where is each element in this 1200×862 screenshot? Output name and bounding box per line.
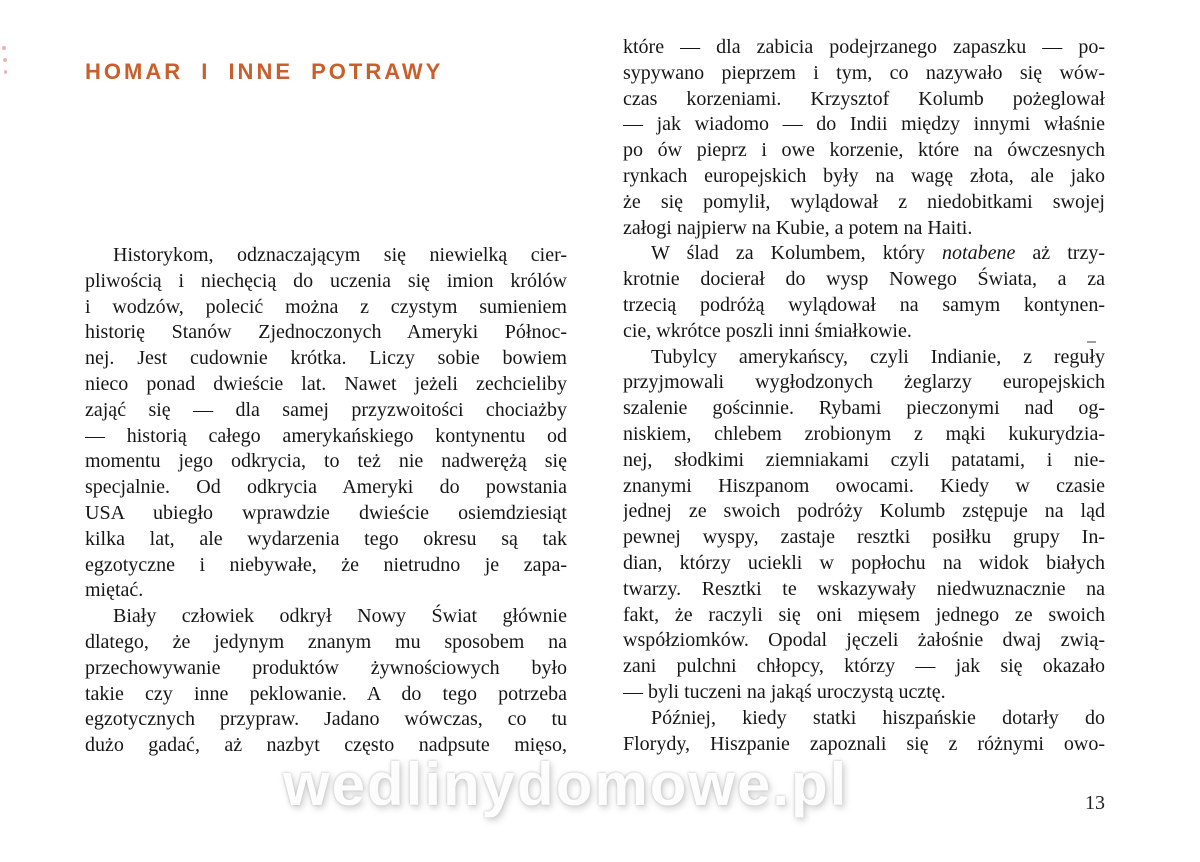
text-line: W ślad za Kolumbem, który notabene aż trzy-: [651, 242, 1105, 265]
scan-artifact-dot: [4, 70, 7, 74]
text-line: po ów pieprz i owe korzenie, które na ówczesnych: [623, 139, 1105, 162]
text-line: nieco ponad dwieście lat. Nawet jeżeli zechcieliby: [85, 372, 567, 395]
text-line: Tubylcy amerykańscy, czyli Indianie, z reguły: [651, 345, 1105, 368]
text-line: egzotycznych przypraw. Jadano wówczas, co tu: [85, 708, 567, 731]
text-line: twarzy. Resztki te wskazywały niedwuznacznie na: [623, 577, 1105, 600]
text-line: znanymi Hiszpanom owocami. Kiedy w czasie: [623, 474, 1105, 497]
text-column-left: [85, 243, 567, 759]
text-line: pewnej wyspy, zastaje resztki posiłku grupy In-: [623, 526, 1105, 549]
text-line: przechowywanie produktów żywnościowych było: [85, 656, 567, 679]
text-line: pliwością i niechęcią do uczenia się imion królów: [85, 269, 567, 292]
scan-artifact-dot: [3, 58, 7, 62]
text-line: Florydy, Hiszpanie zapoznali się z różnymi owo-: [623, 732, 1105, 755]
text-line: szalenie gościnnie. Rybami pieczonymi nad og-: [623, 397, 1105, 420]
scan-artifact-dot: [2, 46, 6, 50]
text-line: takie czy inne peklowanie. A do tego potrzeba: [85, 682, 567, 705]
text-line: że się pomylił, wylądował z niedobitkami swojej: [623, 190, 1105, 213]
text-line: przyjmowali wygłodzonych żeglarzy europejskich: [623, 371, 1105, 394]
text-line: rynkach europejskich były na wagę złota, ale jako: [623, 164, 1105, 187]
page-number: 13: [1085, 792, 1105, 814]
text-line: USA ubiegło wprawdzie dwieście osiemdziesiąt: [85, 501, 567, 524]
scan-artifact-dash: [1087, 341, 1096, 343]
text-line: zająć się — dla samej przyzwoitości chociażby: [85, 398, 567, 421]
text-line: czas korzeniami. Krzysztof Kolumb pożeglował: [623, 87, 1105, 110]
text-line: momentu jego odkrycia, to też nie nadwerężą się: [85, 450, 567, 473]
text-column-right: [623, 35, 1105, 757]
text-line: krotnie docierał do wysp Nowego Świata, a za: [623, 268, 1105, 291]
text-line: nej. Jest cudownie krótka. Liczy sobie bowiem: [85, 347, 567, 370]
text-line: niskiem, chlebem zrobionym z mąki kukurydzia-: [623, 422, 1105, 445]
text-line: Później, kiedy statki hiszpańskie dotarły do: [651, 706, 1105, 729]
text-line: cie, wkrótce poszli inni śmiałkowie.: [623, 319, 912, 342]
text-line: współziomków. Opodal jęczeli żałośnie dwaj zwią-: [623, 629, 1105, 652]
text-line: historię Stanów Zjednoczonych Ameryki Północ-: [85, 321, 567, 344]
text-line: nej, słodkimi ziemniakami czyli patatami, i nie-: [623, 448, 1105, 471]
text-line: jednej ze swoich podróży Kolumb zstępuje na ląd: [623, 500, 1105, 523]
text-line: i wodzów, polecić można z czystym sumieniem: [85, 295, 567, 318]
text-line: dian, którzy uciekli w popłochu na widok białych: [623, 551, 1105, 574]
text-line: egzotyczne i niebywałe, że nietrudno je zapa-: [85, 553, 567, 576]
text-line: sypywano pieprzem i tym, co nazywało się wów-: [623, 61, 1105, 84]
text-line: fakt, że raczyli się oni mięsem jednego ze swoich: [623, 603, 1105, 626]
text-line: dużo gadać, aż nazbyt często nadpsute mięso,: [85, 734, 567, 757]
watermark-text: wedlinydomowe.pl: [283, 751, 849, 818]
text-line: trzecią podróżą wylądował na samym kontynen-: [623, 293, 1105, 316]
text-line: Historykom, odznaczającym się niewielką cier-: [113, 244, 567, 266]
text-line: dlatego, że jedynym znanym mu sposobem na: [85, 630, 567, 653]
text-line: zani pulchni chłopcy, którzy — jak się okazało: [623, 655, 1105, 678]
text-line: — historią całego amerykańskiego kontynentu od: [85, 424, 567, 447]
text-line: miętać.: [85, 579, 144, 602]
text-line: Biały człowiek odkrył Nowy Świat głównie: [113, 605, 567, 628]
chapter-title: HOMAR I INNE POTRAWY: [85, 58, 444, 84]
text-line: kilka lat, ale wydarzenia tego okresu są tak: [85, 527, 567, 550]
text-line: — jak wiadomo — do Indii między innymi właśnie: [623, 113, 1105, 136]
text-line: — byli tuczeni na jakąś uroczystą ucztę.: [623, 680, 946, 703]
text-line: specjalnie. Od odkrycia Ameryki do powstania: [85, 476, 567, 499]
text-line: załogi najpierw na Kubie, a potem na Haiti.: [623, 216, 973, 239]
text-line: które — dla zabicia podejrzanego zapaszku — po-: [623, 36, 1105, 58]
